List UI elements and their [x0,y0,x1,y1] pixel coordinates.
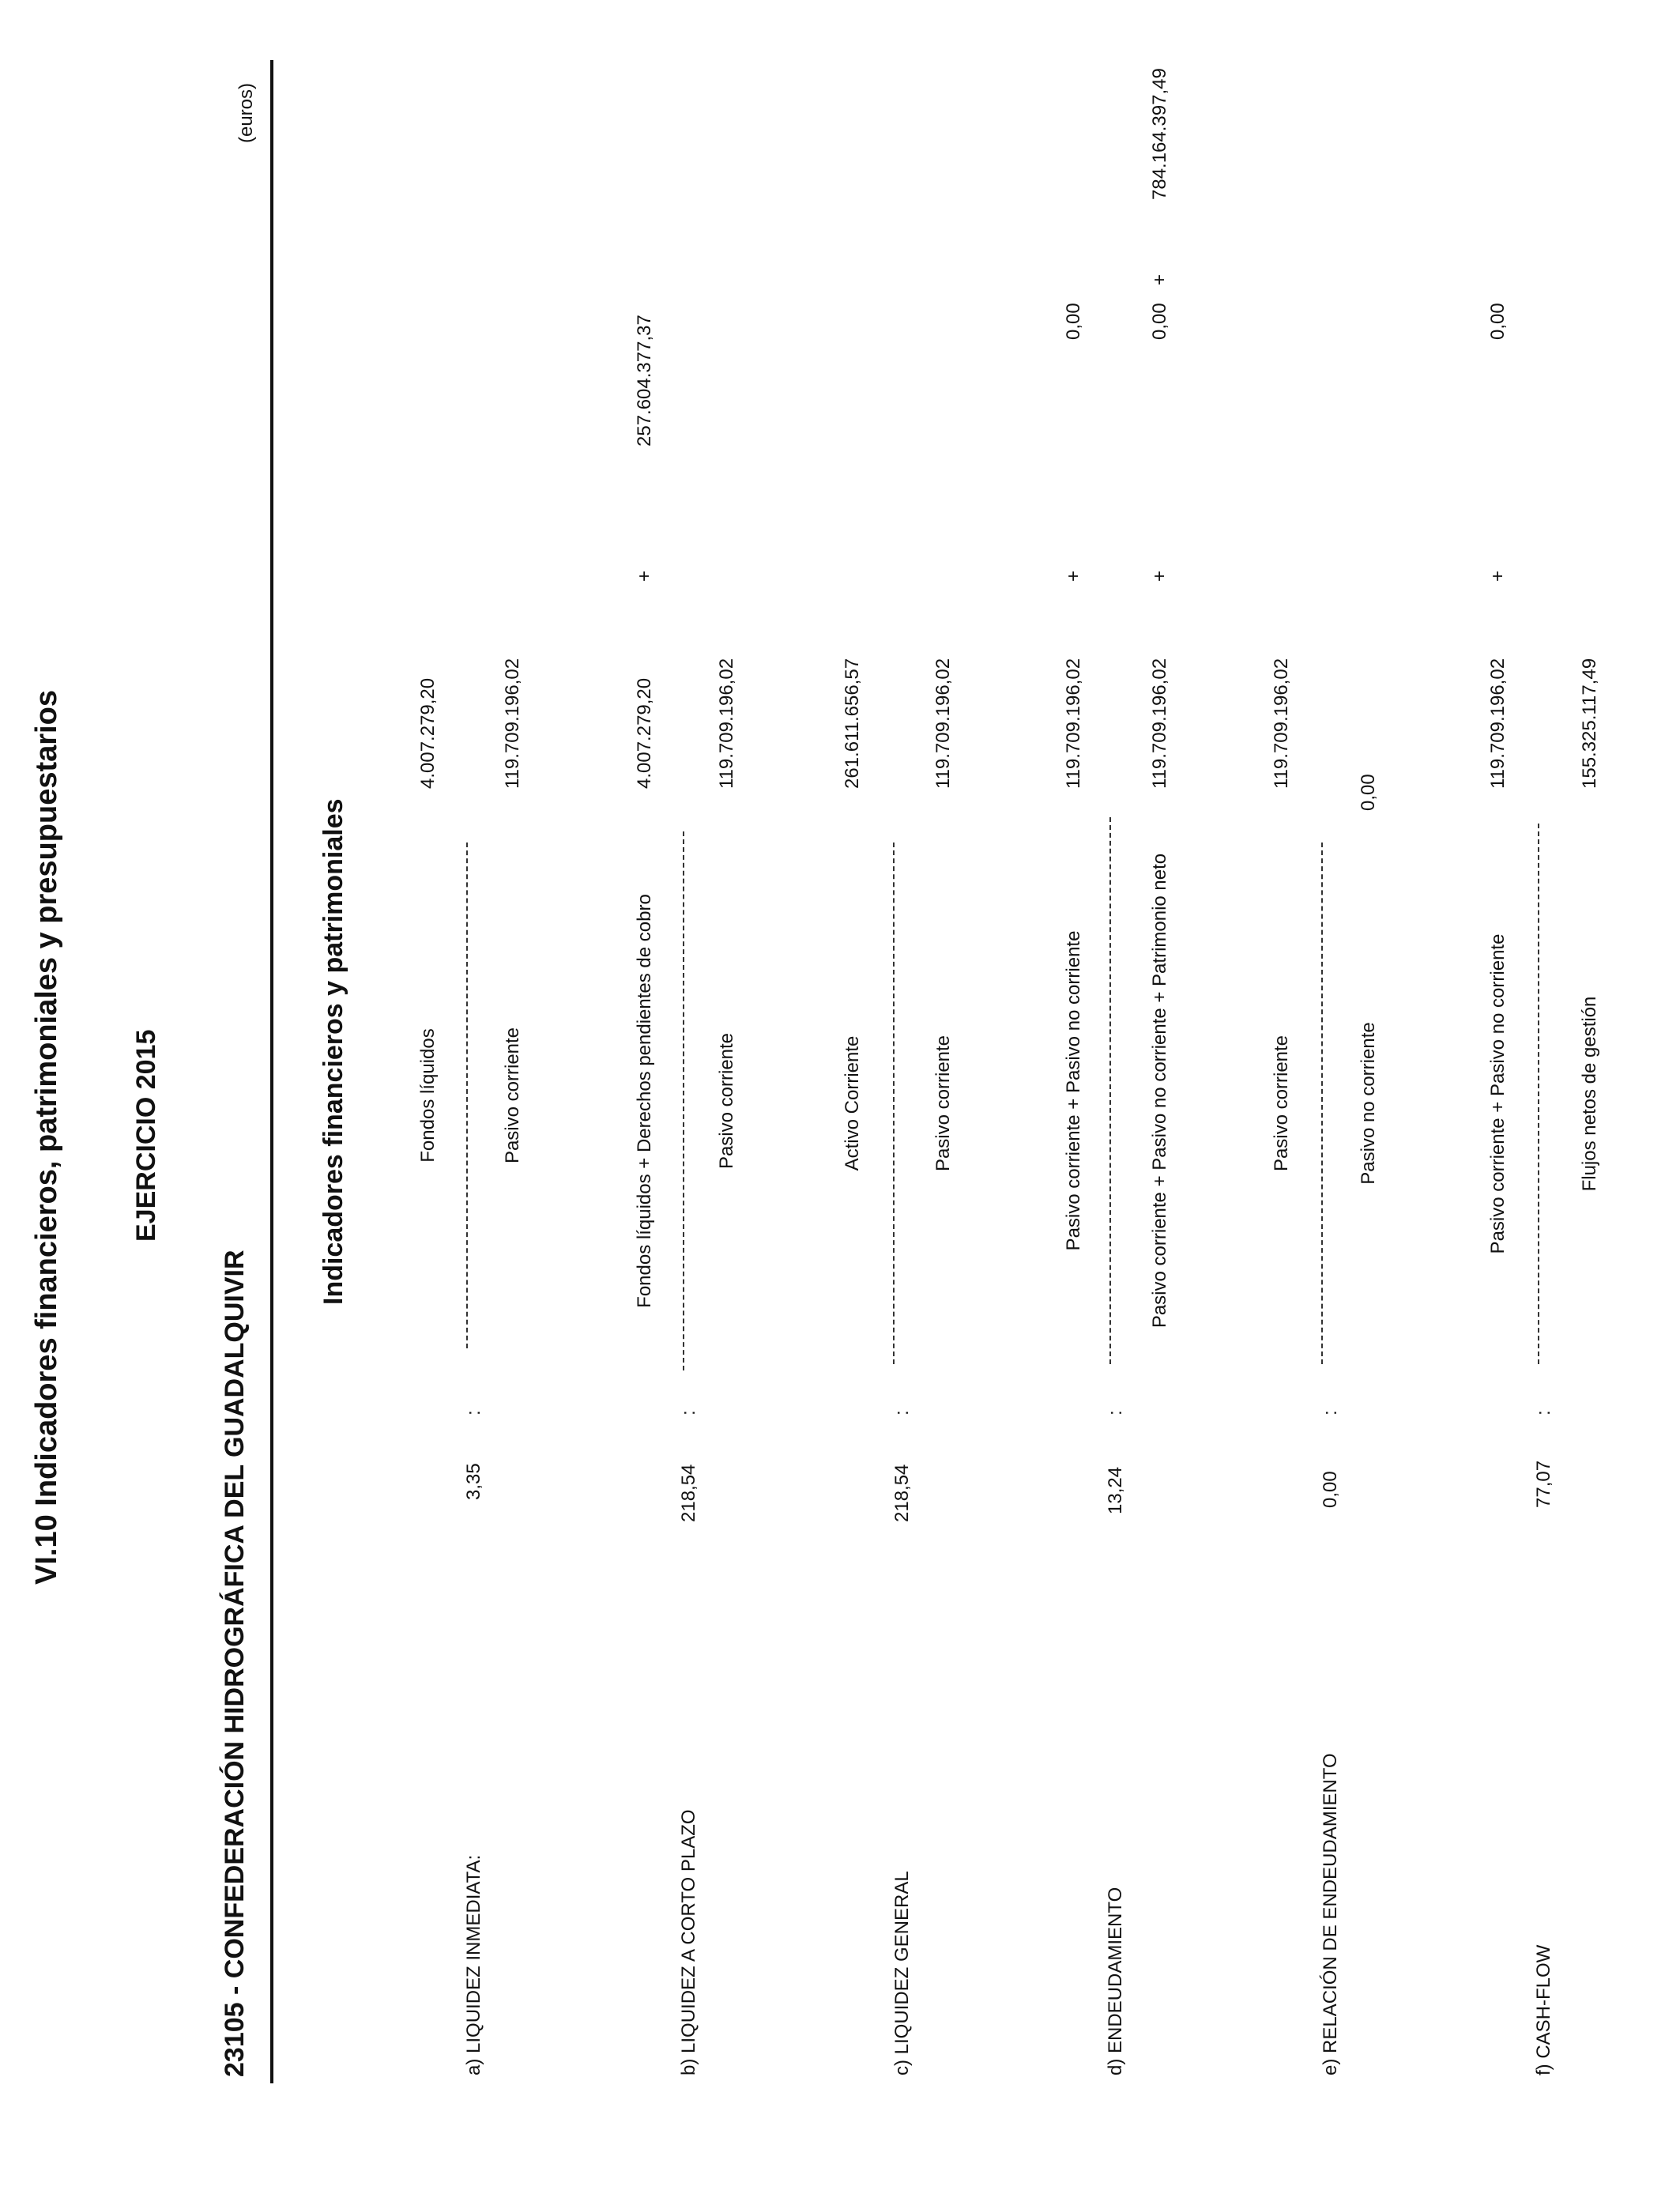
plus-sign: + [1149,273,1170,285]
denominator-value: 119.709.196,02 [1149,658,1170,789]
numerator-value: 4.007.279,20 [417,677,439,789]
section-title: Indicadores financieros y patrimoniales [318,798,348,1305]
plus-sign: + [1149,570,1170,582]
numerator-value: 119.709.196,02 [1271,658,1292,789]
denominator-label: Pasivo corriente [502,1027,523,1164]
fraction-line [1109,817,1111,1364]
indicator-label: c) LIQUIDEZ GENERAL [891,1871,913,2075]
exercise-year: EJERCICIO 2015 [131,1029,161,1242]
fraction-line [1321,843,1323,1364]
numerator-value-2: 0,00 [1487,303,1509,340]
denominator-label: Flujos netos de gestión [1579,996,1600,1192]
numerator-label: Pasivo corriente [1271,1035,1292,1172]
numerator-value-2: 0,00 [1063,303,1084,340]
plus-sign: + [634,570,655,582]
units-label: (euros) [235,82,257,143]
numerator-label: Fondos líquidos + Derechos pendientes de cobro [634,894,655,1308]
numerator-label: Pasivo corriente + Pasivo no corriente [1063,930,1084,1251]
fraction-line [683,831,684,1370]
indicator-ratio: 13,24 [1105,1466,1126,1514]
ratio-separator: : [891,1410,913,1416]
indicator-label: f) CASH-FLOW [1533,1944,1554,2075]
denominator-value: 0,00 [1358,774,1379,811]
indicator-ratio: 0,00 [1320,1471,1341,1508]
numerator-value: 261.611.656,57 [842,658,863,789]
indicator-label: d) ENDEUDAMIENTO [1105,1887,1126,2075]
denominator-value: 119.709.196,02 [502,658,523,789]
denominator-label: Pasivo corriente [716,1032,737,1170]
ratio-separator: : [463,1410,484,1416]
header-rule [270,60,273,2083]
denominator-label: Pasivo corriente + Pasivo no corriente + Patrimonio neto [1149,853,1170,1329]
numerator-value: 4.007.279,20 [634,677,655,789]
fraction-line [893,843,895,1364]
ratio-separator: : [678,1410,699,1416]
fraction-line [466,843,468,1348]
numerator-label: Fondos líquidos [417,1028,439,1163]
ratio-separator: : [1320,1410,1341,1416]
indicator-ratio: 218,54 [678,1464,699,1522]
indicator-ratio: 218,54 [891,1464,913,1522]
denominator-value: 155.325.117,49 [1579,658,1600,789]
numerator-value: 119.709.196,02 [1487,658,1509,789]
denominator-value: 119.709.196,02 [932,658,954,789]
indicator-label: a) LIQUIDEZ INMEDIATA: [463,1854,484,2075]
denominator-value-2: 0,00 [1149,303,1170,340]
fraction-line [1538,824,1539,1364]
denominator-label: Pasivo corriente [932,1035,954,1172]
entity-name: 23105 - CONFEDERACIÓN HIDROGRÁFICA DEL GUADALQUIVIR [220,1250,250,2077]
plus-sign: + [1487,570,1509,582]
denominator-label: Pasivo no corriente [1358,1022,1379,1185]
indicator-ratio: 3,35 [463,1463,484,1500]
numerator-label: Pasivo corriente + Pasivo no corriente [1487,933,1509,1254]
ratio-separator: : [1105,1410,1126,1416]
numerator-value: 119.709.196,02 [1063,658,1084,789]
indicator-label: e) RELACIÓN DE ENDEUDAMIENTO [1320,1753,1341,2075]
report-title: VI.10 Indicadores financieros, patrimoniales y presupuestarios [30,690,63,1585]
numerator-value-2: 257.604.377,37 [634,315,655,447]
numerator-label: Activo Corriente [842,1035,863,1171]
plus-sign: + [1063,570,1084,582]
denominator-value: 119.709.196,02 [716,658,737,789]
indicator-ratio: 77,07 [1533,1460,1554,1508]
ratio-separator: : [1533,1410,1554,1416]
indicator-label: b) LIQUIDEZ A CORTO PLAZO [678,1809,699,2075]
denominator-value-3: 784.164.397,49 [1149,68,1170,200]
